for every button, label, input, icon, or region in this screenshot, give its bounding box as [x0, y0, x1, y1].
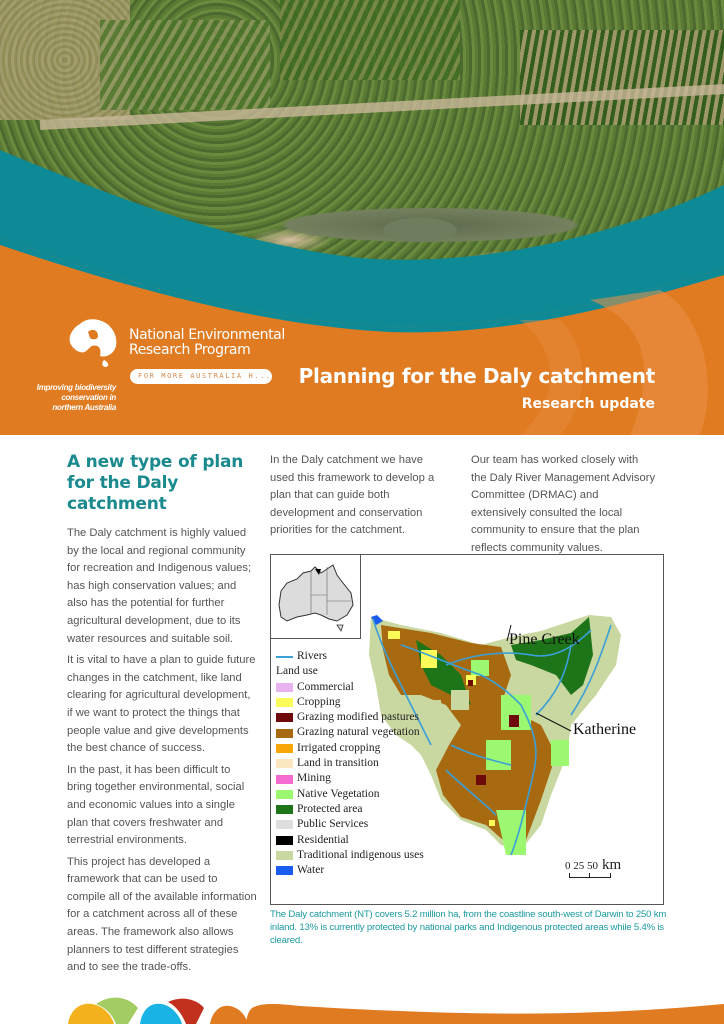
legend-item — [276, 695, 424, 710]
river-line-icon — [276, 656, 293, 658]
subtag-line1: Improving biodiversity — [36, 383, 116, 392]
swatch-public-services — [276, 820, 293, 829]
legend-label: Land in transition — [297, 757, 379, 770]
legend-rivers — [276, 649, 424, 664]
section-heading: A new type of plan for the Daly catchment — [67, 452, 244, 514]
legend-label: Native Vegetation — [297, 787, 380, 800]
legend-label: Cropping — [297, 695, 341, 708]
org-name — [129, 328, 285, 358]
paragraph: It is vital to have a plan to guide future changes in the catchment, like land clearing for agricultural development, if we want to protect the things that people value and give developments the best chance of success. — [67, 654, 256, 755]
legend-item — [276, 725, 424, 740]
legend-label: Irrigated cropping — [297, 741, 381, 754]
legend-label: Traditional indigenous uses — [297, 848, 424, 861]
swatch-protected-area — [276, 805, 293, 814]
swatch-grazing-natural — [276, 729, 293, 738]
australia-map-logo-icon — [66, 318, 120, 368]
column-1 — [67, 452, 257, 981]
paragraph: In the past, it has been difficult to bring together environmental, social and economic values into a single plan that covers freshwater and terrestrial environments. — [67, 763, 245, 847]
tagline-pill: FOR MORE AUSTRALIA H... — [130, 369, 272, 384]
paragraph: In the Daly catchment we have used this framework to develop a plan that can guide both development and conservation priorities for the catchment. — [270, 454, 435, 537]
swatch-traditional-indigenous — [276, 851, 293, 860]
legend-land-use-title — [276, 664, 424, 679]
daly-catchment-land-use-map — [270, 554, 664, 905]
legend-label: Public Services — [297, 818, 369, 831]
paragraph: Our team has worked closely with the Daly River Management Advisory Committee (DRMAC) and extensively consulted the local community to ensure that the plan reflects community values. — [471, 454, 656, 554]
legend-item — [276, 848, 424, 863]
town-label-pine-creek: Pine Creek — [509, 631, 580, 648]
hero-banner — [0, 0, 724, 435]
column-3 — [471, 452, 656, 562]
document-title: Planning for the Daly catchment — [298, 364, 655, 388]
map-caption: The Daly catchment (NT) covers 5.2 million ha, from the coastline south-west of Darwin to 250 km inland. 13% is currently protected by national parks and Indigenous protected areas while 5.4% is cleared. — [270, 909, 667, 946]
legend-label: Commercial — [297, 680, 354, 693]
legend-label: Grazing natural vegetation — [297, 726, 420, 739]
legend-label: Water — [297, 864, 325, 877]
swatch-water — [276, 866, 293, 875]
scale-unit: km — [602, 857, 622, 873]
scale-bar — [565, 856, 621, 874]
legend-item — [276, 787, 424, 802]
scale-bar-graphic — [569, 873, 611, 878]
town-label-katherine: Katherine — [573, 721, 637, 738]
org-name-line2: Research Program — [129, 342, 251, 358]
legend-item — [276, 710, 424, 725]
swatch-native-vegetation — [276, 790, 293, 799]
swatch-residential — [276, 836, 293, 845]
footer-decoration — [0, 990, 724, 1024]
subtag-line2: conservation in — [61, 393, 116, 402]
legend-item — [276, 756, 424, 771]
legend-label: Mining — [297, 772, 331, 785]
org-name-line1: National Environmental — [129, 327, 285, 343]
subtag-line3: northern Australia — [52, 403, 116, 412]
swatch-land-in-transition — [276, 759, 293, 768]
legend-item — [276, 817, 424, 832]
legend-item — [276, 833, 424, 848]
legend-item — [276, 771, 424, 786]
legend-item — [276, 741, 424, 756]
swatch-mining — [276, 775, 293, 784]
legend-item — [276, 802, 424, 817]
subtagline — [10, 383, 116, 413]
swatch-grazing-modified — [276, 713, 293, 722]
legend-label: Residential — [297, 833, 349, 846]
paragraph: This project has developed a framework that can be used to compile all of the available information for a catchment across all of these areas. The framework also allows planners to test different strategies and to see the trade-offs. — [67, 855, 257, 974]
legend-label: Protected area — [297, 802, 363, 815]
swatch-irrigated-cropping — [276, 744, 293, 753]
legend-label: Rivers — [297, 650, 328, 662]
legend-title: Land use — [276, 665, 318, 678]
legend-label: Grazing modified pastures — [297, 711, 419, 724]
scale-ticks: 0 25 50 — [565, 860, 598, 872]
column-2 — [270, 452, 450, 544]
legend-item — [276, 863, 424, 878]
swatch-cropping — [276, 698, 293, 707]
legend-item — [276, 680, 424, 695]
paragraph: The Daly catchment is highly valued by the local and regional community for recreation and Indigenous values; has high conservation values; and also has the potential for further agricultural development, due to its water resources and suitable soil. — [67, 527, 252, 645]
document-subtitle: Research update — [521, 396, 655, 412]
swatch-commercial — [276, 683, 293, 692]
map-legend — [276, 649, 424, 878]
